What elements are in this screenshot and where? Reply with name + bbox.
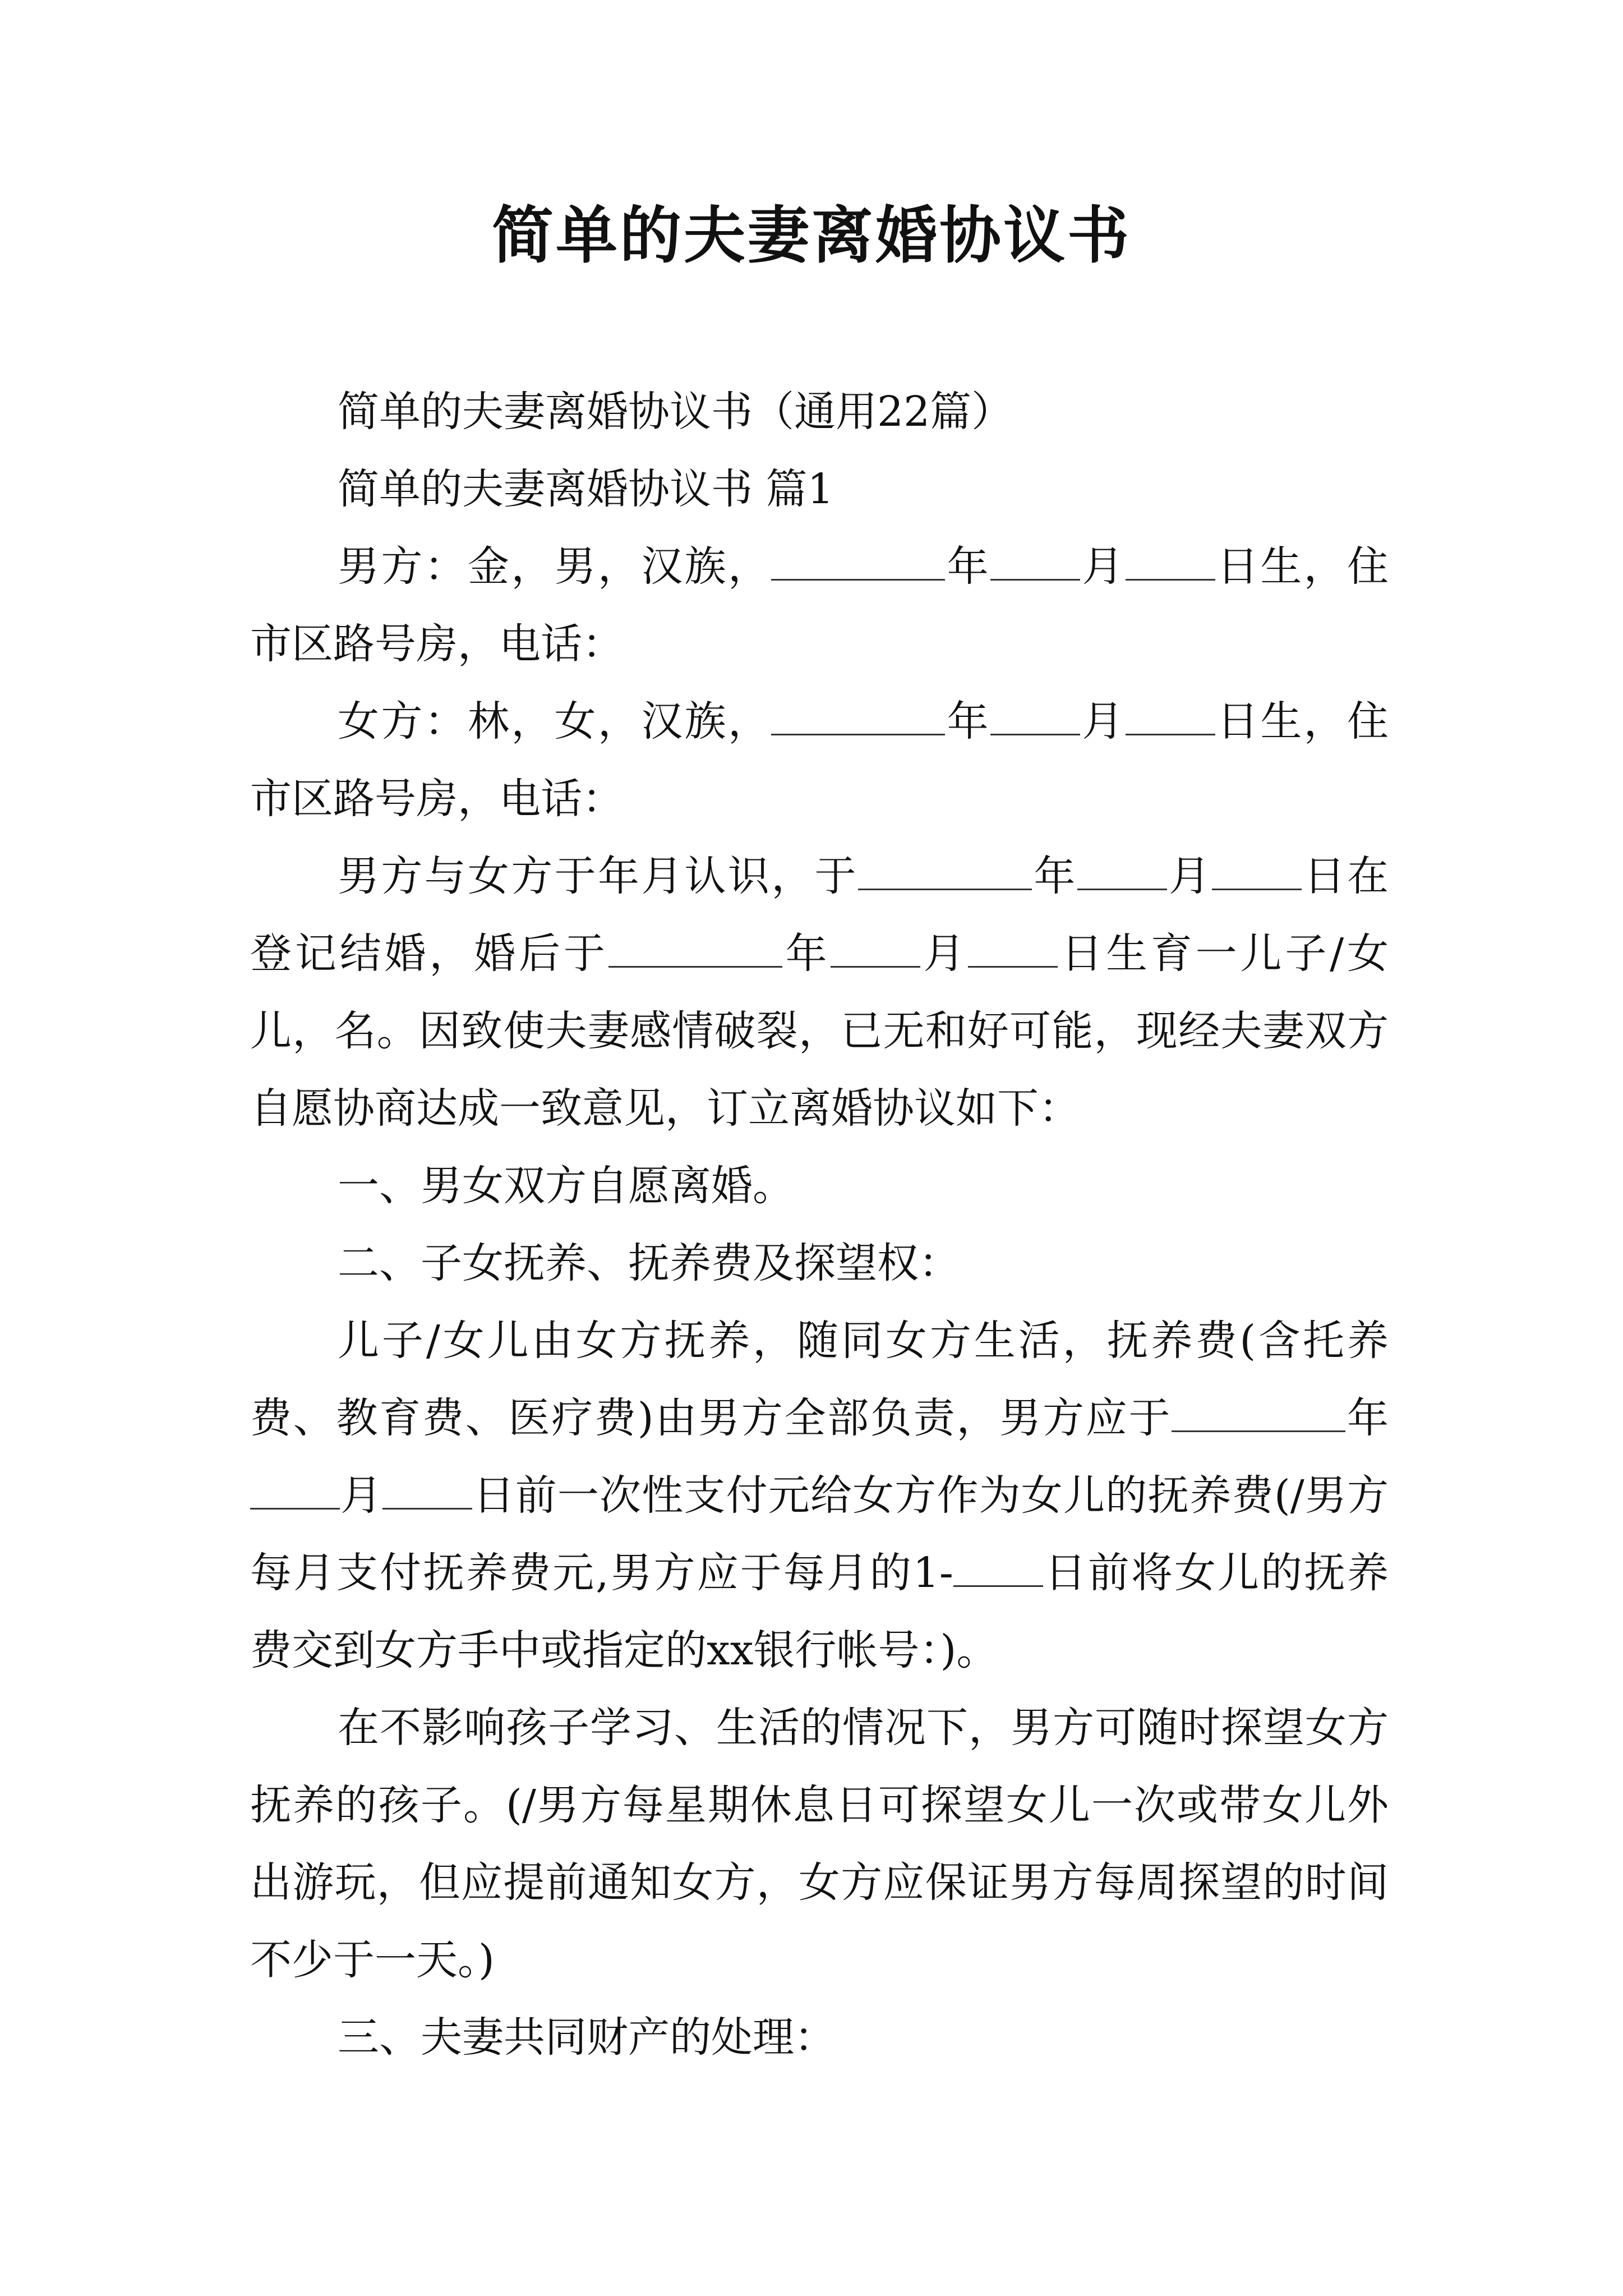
clause-2-heading: 二、子女抚养、抚养费及探望权：	[338, 1239, 960, 1287]
blank-line	[1077, 849, 1167, 890]
custody-paragraph	[250, 1302, 1389, 1689]
wife-info-prefix: 女方：林，女，汉族，	[338, 697, 772, 746]
intro-text-3: 日生育一儿子/女儿，名。因致使夫妻感情破裂，已无和好可能，现经夫妻双方自愿协商达成一致意见，订立离婚协议如下：	[250, 930, 1389, 1133]
section-heading: 简单的夫妻离婚协议书 篇1	[338, 465, 834, 513]
custody-text-1: 儿子/女儿由女方抚养，随同女方生活，抚养费(含托养费、教育费、医疗费)由男方全部负责，男方应于	[250, 1317, 1389, 1442]
husband-info-paragraph	[250, 528, 1389, 683]
blank-line	[771, 694, 945, 735]
blank-line	[250, 1469, 340, 1510]
year-label: 年	[945, 697, 991, 746]
custody-text-2: 日前一次性支付元给女方作为女儿的抚养费(/男方每月支付抚养费元,男方应于每月的1-	[250, 1471, 1389, 1597]
month-label: 月	[1080, 697, 1126, 746]
document-title: 简单的夫妻离婚协议书	[492, 199, 1131, 272]
month-label: 月	[340, 1471, 383, 1520]
wife-info-suffix: 日生，住市区路号房，电话：	[250, 697, 1389, 823]
blank-line	[990, 540, 1080, 581]
blank-line	[858, 849, 1032, 890]
year-label: 年	[945, 542, 991, 591]
clause-3-heading: 三、夫妻共同财产的处理：	[338, 2013, 836, 2062]
month-label: 月	[1080, 542, 1126, 591]
blank-line	[382, 1469, 472, 1510]
year-label: 年	[1032, 852, 1077, 900]
month-label: 月	[920, 930, 969, 978]
month-label: 月	[1166, 852, 1212, 900]
blank-line	[968, 927, 1058, 968]
year-label: 年	[1345, 1394, 1389, 1442]
wife-info-paragraph	[250, 683, 1389, 838]
subtitle: 简单的夫妻离婚协议书（通用22篇）	[338, 388, 1013, 436]
blank-line	[1212, 849, 1302, 890]
husband-info-suffix: 日生，住市区路号房，电话：	[250, 542, 1389, 668]
document-body	[250, 373, 1389, 2076]
blank-line	[1126, 540, 1215, 581]
blank-line	[608, 927, 782, 968]
blank-line	[953, 1546, 1043, 1587]
year-label: 年	[782, 930, 831, 978]
blank-line	[831, 927, 920, 968]
blank-line	[1172, 1391, 1345, 1432]
custody-text-3: 日前将女儿的抚养费交到女方手中或指定的xx银行帐号：)。	[250, 1549, 1389, 1674]
intro-text-1: 男方与女方于年月认识，于	[338, 852, 858, 900]
intro-text-2: 日在登记结婚，婚后于	[250, 852, 1389, 978]
intro-paragraph	[250, 838, 1389, 1147]
blank-line	[771, 540, 945, 581]
blank-line	[990, 694, 1080, 735]
visitation-paragraph: 在不影响孩子学习、生活的情况下，男方可随时探望女方抚养的孩子。(/男方每星期休息日可探望女儿一次或带女儿外出游玩，但应提前通知女方，女方应保证男方每周探望的时间不少于一天。)	[250, 1704, 1389, 1984]
blank-line	[1126, 694, 1215, 735]
husband-info-prefix: 男方：金，男，汉族，	[338, 542, 772, 591]
clause-1: 一、男女双方自愿离婚。	[338, 1162, 794, 1210]
